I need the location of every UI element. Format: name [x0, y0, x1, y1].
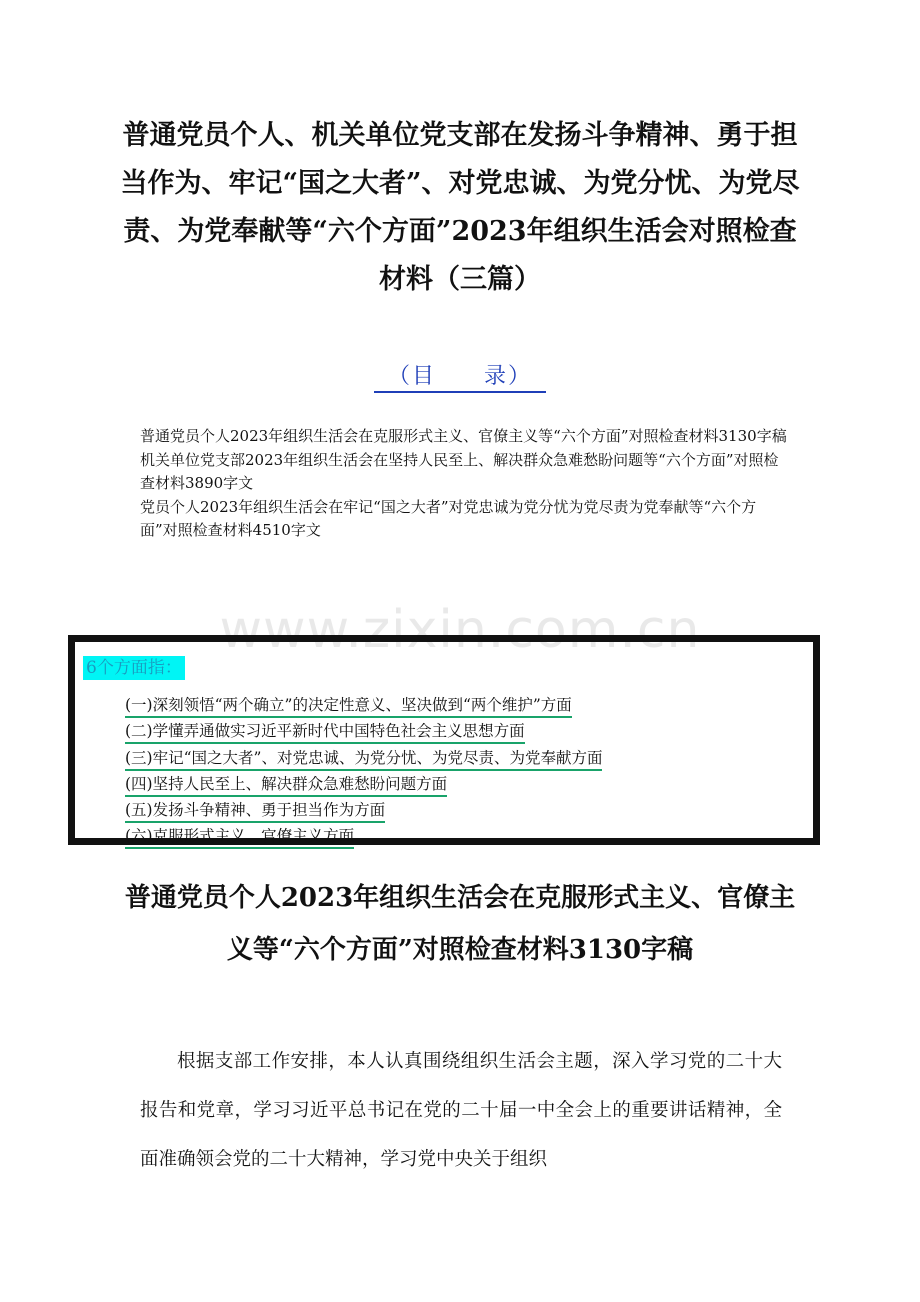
- aspect-item-6: (六)克服形式主义、官僚主义方面: [125, 825, 354, 849]
- aspect-item-3: (三)牢记“国之大者”、对党忠诚、为党分忧、为党尽责、为党奉献方面: [125, 747, 602, 771]
- section-title: 普通党员个人2023年组织生活会在克服形式主义、官僚主义等“六个方面”对照检查材料3130字稿: [124, 883, 796, 965]
- aspect-item-4: (四)坚持人民至上、解决群众急难愁盼问题方面: [125, 773, 447, 797]
- body-paragraph: 根据支部工作安排，本人认真围绕组织生活会主题，深入学习党的二十大报告和党章，学习习近平总书记在党的二十届一中全会上的重要讲话精神，全面准确领会党的二十大精神，学习党中央关于组织: [140, 1050, 782, 1170]
- aspect-item-1: (一)深刻领悟“两个确立”的决定性意义、坚决做到“两个维护”方面: [125, 694, 572, 718]
- watermark: www.zixin.com.cn: [219, 600, 701, 660]
- six-aspects-box: [68, 635, 820, 845]
- aspect-item-5: (五)发扬斗争精神、勇于担当作为方面: [125, 799, 385, 823]
- toc-item-2[interactable]: 机关单位党支部2023年组织生活会在坚持人民至上、解决群众急难愁盼问题等“六个方面”对照检查材料3890字文: [140, 450, 779, 492]
- toc-heading: [0, 360, 920, 394]
- aspect-item-2: (二)学懂弄通做实习近平新时代中国特色社会主义思想方面: [125, 720, 525, 744]
- six-aspects-list: [125, 694, 765, 852]
- toc-item-3[interactable]: 党员个人2023年组织生活会在牢记“国之大者”对党忠诚为党分忧为党尽责为党奉献等“六个方面”对照检查材料4510字文: [140, 497, 757, 539]
- table-of-contents: [140, 425, 790, 543]
- toc-item-1[interactable]: 普通党员个人2023年组织生活会在克服形式主义、官僚主义等“六个方面”对照检查材料3130字稿: [140, 427, 787, 445]
- document-title: 普通党员个人、机关单位党支部在发扬斗争精神、勇于担当作为、牢记“国之大者”、对党忠诚、为党分忧、为党尽责、为党奉献等“六个方面”2023年组织生活会对照检查材料（三篇）: [120, 120, 800, 295]
- six-aspects-label: 6个方面指：: [83, 656, 185, 680]
- toc-heading-link[interactable]: （目 录）: [374, 364, 546, 393]
